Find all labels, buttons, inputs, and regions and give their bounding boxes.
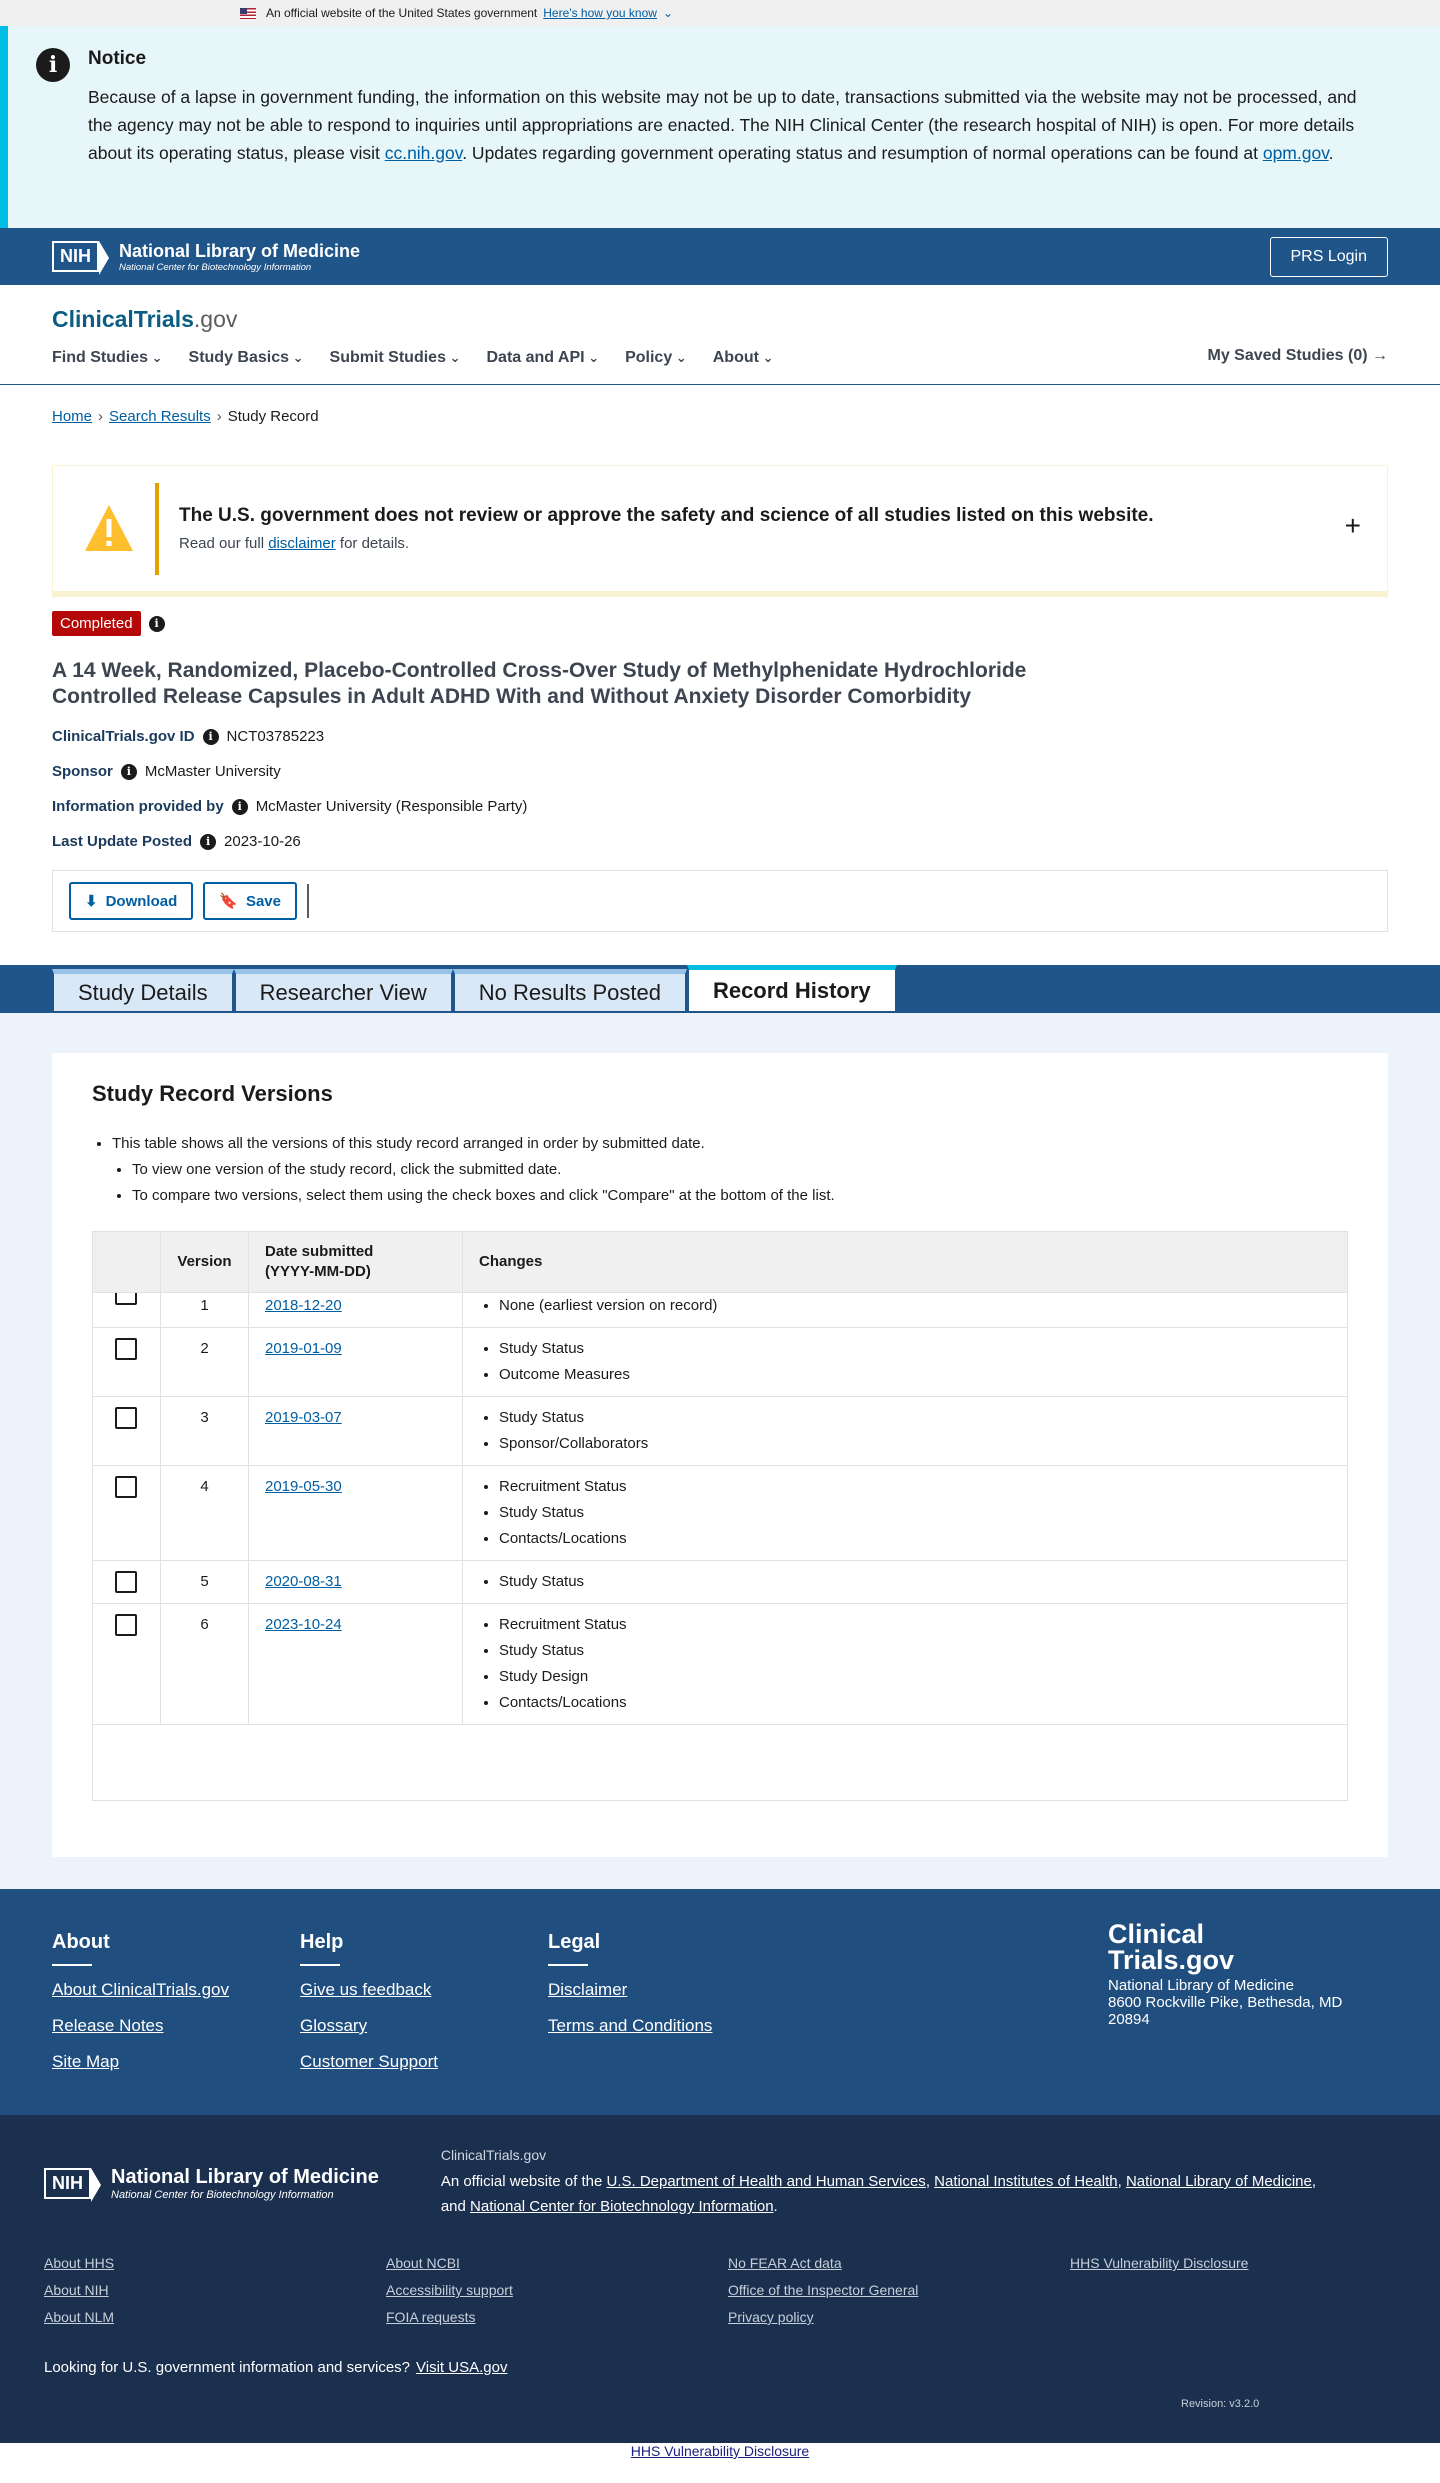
info-icon: i <box>36 48 70 82</box>
disclaimer-link[interactable]: disclaimer <box>268 535 336 552</box>
change-item: • Study Status <box>499 1405 1331 1431</box>
updated-label: Last Update Posted <box>52 833 193 850</box>
link-foia[interactable]: FOIA requests <box>386 2309 476 2325</box>
link-inspector-general[interactable]: Office of the Inspector General <box>728 2282 919 2298</box>
funding-notice <box>0 26 1440 228</box>
tab-researcher-view[interactable]: Researcher View <box>234 969 453 1013</box>
versions-heading: Study Record Versions <box>92 1081 333 1106</box>
version-number: 4 <box>161 1466 249 1561</box>
version-date-link[interactable]: 2023-10-24 <box>265 1616 342 1633</box>
version-date-link[interactable]: 2018-12-20 <box>265 1297 342 1314</box>
nih-logo-icon: NIH <box>52 241 99 272</box>
tab-no-results[interactable]: No Results Posted <box>453 969 687 1013</box>
divider <box>307 884 309 918</box>
tab-study-details[interactable]: Study Details <box>52 969 234 1013</box>
nih-link[interactable]: National Institutes of Health <box>934 2173 1118 2190</box>
compare-checkbox[interactable] <box>115 1571 137 1593</box>
breadcrumb: Home › Search Results › Study Record <box>52 408 319 425</box>
version-date-link[interactable]: 2020-08-31 <box>265 1573 342 1590</box>
link-privacy[interactable]: Privacy policy <box>728 2309 814 2325</box>
arrow-right-icon: → <box>1372 347 1388 364</box>
version-number: 5 <box>161 1561 249 1604</box>
updated-value: 2023-10-26 <box>224 833 301 850</box>
change-item: • Outcome Measures <box>499 1362 1331 1388</box>
status-badge: Completed <box>52 611 141 636</box>
footer-link-feedback[interactable]: Give us feedback <box>300 1980 432 1999</box>
notice-title: Notice <box>88 48 147 69</box>
changes-list <box>479 1336 1331 1388</box>
change-item: • Recruitment Status <box>499 1474 1331 1500</box>
how-you-know-link[interactable]: Here's how you know <box>543 6 657 20</box>
version-number: 6 <box>161 1604 249 1725</box>
change-item: • Study Status <box>499 1638 1331 1664</box>
compare-checkbox[interactable] <box>115 1476 137 1498</box>
breadcrumb-home[interactable]: Home <box>52 408 93 425</box>
sponsor-value: McMaster University <box>144 763 281 780</box>
instruction-compare: • To compare two versions, select them using the check boxes and click "Compare" at the bottom of the list. <box>132 1183 1348 1209</box>
version-date-link[interactable]: 2019-05-30 <box>265 1478 342 1495</box>
sponsor-info-icon[interactable]: i <box>121 764 137 780</box>
us-flag-icon <box>240 8 256 19</box>
change-item: • Study Design <box>499 1664 1331 1690</box>
footer-nlm-name: National Library of Medicine <box>111 2165 379 2188</box>
footer-about <box>52 1931 300 2089</box>
changes-list <box>479 1293 1331 1319</box>
saved-studies-link[interactable]: My Saved Studies (0) → <box>1207 347 1388 364</box>
col-version: Version <box>161 1232 249 1293</box>
id-info-icon[interactable]: i <box>203 729 219 745</box>
warning-icon <box>83 503 135 555</box>
change-item: • None (earliest version on record) <box>499 1293 1331 1319</box>
download-button[interactable]: ⬇ Download <box>69 882 193 920</box>
link-about-nih[interactable]: About NIH <box>44 2282 109 2298</box>
version-date-link[interactable]: 2019-01-09 <box>265 1340 342 1357</box>
bookmark-icon: 🔖 <box>219 893 238 910</box>
changes-list <box>479 1405 1331 1457</box>
link-about-nlm[interactable]: About NLM <box>44 2309 115 2325</box>
footer-nlm-sub: National Center for Biotechnology Information <box>111 2188 334 2201</box>
study-id: NCT03785223 <box>226 728 325 745</box>
ncbi-link[interactable]: National Center for Biotechnology Information <box>470 2198 774 2215</box>
footer-link-support[interactable]: Customer Support <box>300 2052 438 2071</box>
footer-ct-logo[interactable]: Clinical Trials.gov <box>1108 1919 1235 1975</box>
vuln-link[interactable]: HHS Vulnerability Disclosure <box>630 2443 810 2459</box>
footer-link-terms[interactable]: Terms and Conditions <box>548 2016 713 2035</box>
change-item: • Study Status <box>499 1500 1331 1526</box>
footer-help-title: Help <box>300 1931 344 1953</box>
tabs-bar <box>0 965 1440 1013</box>
download-icon: ⬇ <box>85 893 98 910</box>
nav-study-basics[interactable]: Study Basics ⌄ <box>189 349 304 367</box>
change-item: • Sponsor/Collaborators <box>499 1431 1331 1457</box>
tab-record-history[interactable]: Record History <box>687 965 897 1013</box>
compare-checkbox[interactable] <box>115 1407 137 1429</box>
hhs-link[interactable]: U.S. Department of Health and Human Services <box>606 2173 926 2190</box>
chevron-down-icon: ⌄ <box>662 6 674 20</box>
table-footer-row <box>93 1725 1348 1801</box>
change-item: • Contacts/Locations <box>499 1526 1331 1552</box>
usa-gov-link[interactable]: Visit USA.gov <box>416 2359 508 2376</box>
table-row <box>93 1466 1348 1561</box>
footer-link-glossary[interactable]: Glossary <box>300 2016 368 2035</box>
main-nav <box>52 349 1388 367</box>
study-title: A 14 Week, Randomized, Placebo-Controlled Cross-Over Study of Methylphenidate Hydrochloride Controlled Release Capsules in Adult ADHD With and Without Anxiety Disorder Comorbidity <box>52 659 1027 708</box>
changes-list <box>479 1612 1331 1716</box>
gov-banner <box>0 0 1440 26</box>
table-row <box>93 1561 1348 1604</box>
nlm-bar <box>0 228 1440 285</box>
provided-info-icon[interactable]: i <box>232 799 248 815</box>
disclaimer-heading: The U.S. government does not review or approve the safety and science of all studies listed on this website. <box>179 505 1154 526</box>
version-number: 3 <box>161 1397 249 1466</box>
status-info-icon[interactable]: i <box>149 616 165 632</box>
link-accessibility[interactable]: Accessibility support <box>386 2282 513 2298</box>
version-date-link[interactable]: 2019-03-07 <box>265 1409 342 1426</box>
updated-info-icon[interactable]: i <box>200 834 216 850</box>
change-item: • Study Status <box>499 1569 1331 1595</box>
compare-checkbox[interactable] <box>115 1614 137 1636</box>
change-item: • Contacts/Locations <box>499 1690 1331 1716</box>
nav-find-studies[interactable]: Find Studies ⌄ <box>52 349 163 367</box>
cc-nih-link[interactable]: cc.nih.gov <box>384 143 463 163</box>
save-button[interactable]: 🔖 Save <box>203 882 297 920</box>
nlm-sub: National Center for Biotechnology Information <box>119 261 312 273</box>
footer-link-release-notes[interactable]: Release Notes <box>52 2016 164 2035</box>
prs-login-button[interactable]: PRS Login <box>1270 237 1389 277</box>
col-select <box>93 1232 161 1293</box>
change-item: • Study Status <box>499 1336 1331 1362</box>
footer-legal-title: Legal <box>548 1931 601 1953</box>
clinicaltrials-logo[interactable]: ClinicalTrials.gov <box>52 306 238 332</box>
version-number: 1 <box>161 1293 249 1328</box>
nlm-logo[interactable] <box>52 241 360 273</box>
disclaimer-banner <box>52 465 1388 597</box>
compare-checkbox[interactable] <box>115 1293 137 1306</box>
footer-about-title: About <box>52 1931 110 1953</box>
notice-body: Because of a lapse in government funding, the information on this website may not be up to date, transactions submitted via the website may not be processed, and the agency may not be able to respond to inquiries until appropriations are enacted. The NIH Clinical Center (the research hospital of NIH) is open. For more details about its operating status, please visit cc.nih.gov. Updates regarding government operating status and resumption of normal operations can be found at opm.gov. <box>88 87 1357 163</box>
footer-address: National Library of Medicine 8600 Rockville Pike, Bethesda, MD 20894 <box>1108 1977 1343 2028</box>
link-about-ncbi[interactable]: About NCBI <box>386 2255 460 2271</box>
revision-text: Revision: v3.2.0 <box>1181 2398 1260 2410</box>
versions-instructions <box>92 1131 1348 1209</box>
footer-help <box>300 1931 548 2089</box>
breadcrumb-current: Study Record <box>227 408 319 425</box>
col-changes: Changes <box>463 1232 1348 1293</box>
opm-link[interactable]: opm.gov <box>1262 143 1329 163</box>
study-meta <box>0 710 1440 850</box>
changes-list <box>479 1569 1331 1595</box>
versions-table <box>92 1231 1348 1801</box>
sponsor-label: Sponsor <box>52 763 113 780</box>
link-about-hhs[interactable]: About HHS <box>44 2255 115 2271</box>
footer-link-site-map[interactable]: Site Map <box>52 2052 120 2071</box>
site-footer <box>0 1889 1440 2115</box>
nav-submit-studies[interactable]: Submit Studies ⌄ <box>330 349 461 367</box>
usa-gov-line: Looking for U.S. government information and services? Visit USA.gov <box>44 2359 508 2376</box>
instruction-view: • To view one version of the study record, click the submitted date. <box>132 1157 1348 1183</box>
footer-nlm-logo[interactable] <box>44 2147 379 2219</box>
action-bar <box>52 870 1388 932</box>
content-area <box>0 1013 1440 1889</box>
versions-panel <box>52 1053 1388 1857</box>
footer-link-about[interactable]: About ClinicalTrials.gov <box>52 1980 229 1999</box>
col-date: Date submitted (YYYY-MM-DD) <box>249 1232 463 1293</box>
nih-logo-icon: NIH <box>44 2168 91 2199</box>
table-row <box>93 1397 1348 1466</box>
status-row <box>0 597 1440 636</box>
disclaimer-text: Read our full disclaimer for details. <box>179 535 410 552</box>
nlm-footer <box>0 2115 1440 2443</box>
changes-list <box>479 1474 1331 1552</box>
nav-data-api[interactable]: Data and API ⌄ <box>486 349 599 367</box>
table-row <box>93 1328 1348 1397</box>
footer-site-name: ClinicalTrials.gov <box>440 2147 547 2163</box>
id-label: ClinicalTrials.gov ID <box>52 728 195 745</box>
nlm-name: National Library of Medicine <box>119 240 361 261</box>
expand-plus-icon[interactable]: + <box>1344 510 1361 541</box>
nlm-link[interactable]: National Library of Medicine <box>1125 2173 1312 2190</box>
compare-checkbox[interactable] <box>115 1338 137 1360</box>
provided-label: Information provided by <box>52 798 224 815</box>
nav-policy[interactable]: Policy ⌄ <box>625 349 687 367</box>
gov-banner-text: An official website of the United States government <box>266 6 538 20</box>
site-header <box>0 285 1440 385</box>
table-row <box>93 1293 1348 1328</box>
agency-links <box>44 2255 1396 2325</box>
instruction-main: • This table shows all the versions of this study record arranged in order by submitted date. <box>112 1131 1348 1157</box>
footer-link-disclaimer[interactable]: Disclaimer <box>548 1980 628 1999</box>
provided-value: McMaster University (Responsible Party) <box>255 798 528 815</box>
change-item: • Recruitment Status <box>499 1612 1331 1638</box>
nav-about[interactable]: About ⌄ <box>713 349 774 367</box>
vuln-bar <box>0 2443 1440 2463</box>
link-no-fear[interactable]: No FEAR Act data <box>728 2255 842 2271</box>
footer-logo-block <box>1108 1921 1342 2028</box>
breadcrumb-search-results[interactable]: Search Results <box>109 408 211 425</box>
official-site-text: ClinicalTrials.gov An official website of the U.S. Department of Health and Human Services, National Institutes of Health, National Library of Medicine, and National Center for Biotechnology Information. <box>441 2147 1391 2219</box>
version-number: 2 <box>161 1328 249 1397</box>
table-row <box>93 1604 1348 1725</box>
footer-legal <box>548 1931 796 2089</box>
link-hhs-vuln[interactable]: HHS Vulnerability Disclosure <box>1070 2255 1249 2271</box>
